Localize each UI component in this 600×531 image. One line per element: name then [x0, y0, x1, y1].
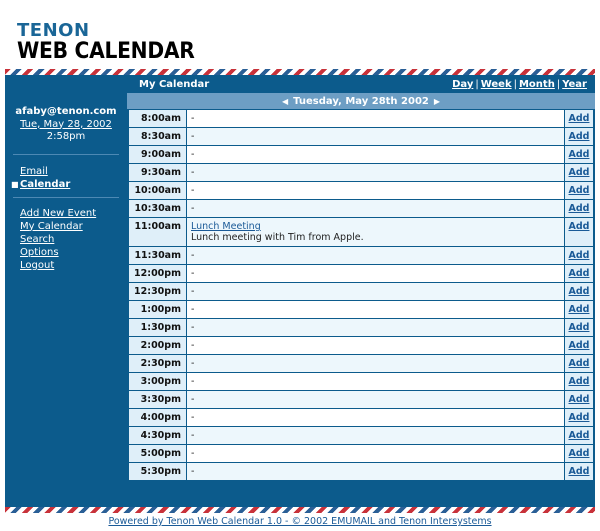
view-switcher — [452, 79, 587, 90]
add-event-link[interactable]: Add — [568, 322, 590, 333]
slot-add-cell — [565, 319, 594, 337]
slot-time: 5:30pm — [129, 463, 187, 481]
slot-content: - — [187, 355, 565, 373]
slot-add-cell — [565, 445, 594, 463]
add-event-link[interactable]: Add — [568, 185, 590, 196]
slot-add-cell — [565, 283, 594, 301]
time-slot-row — [129, 218, 594, 247]
slot-add-cell — [565, 301, 594, 319]
add-event-link[interactable]: Add — [568, 376, 590, 387]
slot-add-cell — [565, 427, 594, 445]
slot-content: - — [187, 283, 565, 301]
add-event-link[interactable]: Add — [568, 286, 590, 297]
options-link[interactable]: Options — [20, 246, 59, 258]
slot-add-cell — [565, 128, 594, 146]
calendar-frame — [5, 75, 595, 507]
bullet-icon: ■ — [11, 179, 19, 189]
slot-add-cell — [565, 218, 594, 247]
time-slot-row — [129, 110, 594, 128]
add-event-link[interactable]: Add — [568, 268, 590, 279]
slot-content: - — [187, 427, 565, 445]
view-separator: | — [556, 78, 561, 90]
time-slot-row — [129, 391, 594, 409]
footer — [0, 516, 600, 527]
slot-time: 8:00am — [129, 110, 187, 128]
view-month-link[interactable]: Month — [518, 78, 555, 90]
slot-content: - — [187, 110, 565, 128]
time-slot-row — [129, 355, 594, 373]
slot-time: 9:30am — [129, 164, 187, 182]
slot-content: - — [187, 445, 565, 463]
add-event-link[interactable]: Add — [568, 304, 590, 315]
time-slot-row — [129, 200, 594, 218]
view-week-link[interactable]: Week — [480, 78, 512, 90]
footer-link[interactable]: Powered by Tenon Web Calendar 1.0 - © 2002 EMUMAIL and Tenon Intersystems — [108, 516, 492, 527]
add-event-link[interactable]: Add — [568, 149, 590, 160]
add-event-link[interactable]: Add — [568, 412, 590, 423]
slot-add-cell — [565, 391, 594, 409]
slot-time: 12:30pm — [129, 283, 187, 301]
slot-time: 3:00pm — [129, 373, 187, 391]
slot-content: - — [187, 409, 565, 427]
slot-time: 8:30am — [129, 128, 187, 146]
slot-add-cell — [565, 355, 594, 373]
add-event-link[interactable]: Add — [568, 250, 590, 261]
calendar-header — [127, 75, 595, 93]
time-slot-row — [129, 319, 594, 337]
slot-content: - — [187, 146, 565, 164]
my-calendar-link[interactable]: My Calendar — [20, 220, 83, 232]
sidebar — [5, 75, 127, 507]
user-email: afaby@tenon.com — [15, 106, 117, 117]
slot-time: 2:00pm — [129, 337, 187, 355]
slot-content — [187, 218, 565, 247]
sidebar-links — [5, 198, 127, 272]
sidebar-item-calendar-label: Calendar — [20, 178, 71, 190]
slot-time: 12:00pm — [129, 265, 187, 283]
view-year-link[interactable]: Year — [562, 78, 587, 90]
logo-line1: TENON — [17, 20, 90, 41]
time-slot-row — [129, 409, 594, 427]
time-slot-row — [129, 445, 594, 463]
event-title-link[interactable]: Lunch Meeting — [191, 221, 261, 232]
sidebar-item-email[interactable]: Email — [20, 165, 48, 177]
user-info — [5, 106, 127, 144]
logo-line2: WEB CALENDAR — [17, 39, 195, 64]
airmail-stripe-bottom — [5, 507, 595, 513]
time-slot-row — [129, 164, 594, 182]
slot-time: 4:00pm — [129, 409, 187, 427]
slot-content: - — [187, 301, 565, 319]
slot-content: - — [187, 200, 565, 218]
slot-content: - — [187, 247, 565, 265]
view-separator: | — [513, 78, 517, 90]
time-slot-row — [129, 337, 594, 355]
slot-add-cell — [565, 265, 594, 283]
slot-content: - — [187, 319, 565, 337]
page-title: My Calendar — [139, 78, 210, 90]
sidebar-item-calendar[interactable] — [11, 178, 127, 191]
slot-content: - — [187, 463, 565, 481]
day-navigation — [127, 93, 595, 109]
add-event-link[interactable]: Add — [568, 167, 590, 178]
slot-add-cell — [565, 164, 594, 182]
time-slot-row — [129, 146, 594, 164]
add-event-link[interactable]: Add — [568, 340, 590, 351]
time-slot-row — [129, 128, 594, 146]
slot-content: - — [187, 164, 565, 182]
slot-time: 4:30pm — [129, 427, 187, 445]
slot-content: - — [187, 265, 565, 283]
slot-time: 5:00pm — [129, 445, 187, 463]
add-event-link[interactable]: Add — [568, 131, 590, 142]
slot-time: 11:00am — [129, 218, 187, 247]
slot-add-cell — [565, 337, 594, 355]
view-day-link[interactable]: Day — [452, 78, 474, 90]
slot-time: 10:00am — [129, 182, 187, 200]
time-slot-row — [129, 463, 594, 481]
time-slot-row — [129, 265, 594, 283]
slot-content: - — [187, 182, 565, 200]
slot-time: 1:30pm — [129, 319, 187, 337]
main-panel — [127, 75, 595, 481]
slot-time: 10:30am — [129, 200, 187, 218]
add-event-link[interactable]: Add — [568, 430, 590, 441]
time-slot-row — [129, 373, 594, 391]
slot-add-cell — [565, 247, 594, 265]
search-link[interactable]: Search — [20, 233, 55, 245]
day-label: Tuesday, May 28th 2002 — [293, 95, 429, 107]
event-description: Lunch meeting with Tim from Apple. — [191, 232, 364, 243]
slot-time: 3:30pm — [129, 391, 187, 409]
add-event-link[interactable]: Add — [568, 203, 590, 214]
current-date-link[interactable]: Tue, May 28, 2002 — [20, 118, 112, 130]
triangle-right-icon[interactable]: ▶ — [433, 96, 441, 106]
slot-time: 9:00am — [129, 146, 187, 164]
current-time: 2:58pm — [46, 131, 86, 142]
sidebar-nav — [5, 155, 127, 197]
view-separator: | — [475, 78, 479, 90]
time-slot-row — [129, 427, 594, 445]
add-event-link[interactable]: Add — [568, 466, 590, 477]
add-new-event-link[interactable]: Add New Event — [20, 207, 97, 219]
time-slot-row — [129, 182, 594, 200]
day-schedule — [128, 109, 594, 481]
triangle-left-icon[interactable]: ◀ — [281, 96, 289, 106]
slot-add-cell — [565, 110, 594, 128]
time-slot-row — [129, 283, 594, 301]
slot-content: - — [187, 128, 565, 146]
time-slot-row — [129, 247, 594, 265]
time-slot-row — [129, 301, 594, 319]
slot-add-cell — [565, 409, 594, 427]
add-event-link[interactable]: Add — [568, 113, 590, 124]
logo — [17, 22, 210, 64]
slot-add-cell — [565, 373, 594, 391]
add-event-link[interactable]: Add — [568, 448, 590, 459]
slot-content: - — [187, 337, 565, 355]
slot-content: - — [187, 373, 565, 391]
slot-time: 1:00pm — [129, 301, 187, 319]
add-event-link[interactable]: Add — [568, 394, 590, 405]
slot-add-cell — [565, 146, 594, 164]
add-event-link[interactable]: Add — [568, 221, 590, 232]
slot-content: - — [187, 391, 565, 409]
slot-add-cell — [565, 463, 594, 481]
add-event-link[interactable]: Add — [568, 358, 590, 369]
slot-time: 11:30am — [129, 247, 187, 265]
slot-time: 2:30pm — [129, 355, 187, 373]
slot-add-cell — [565, 182, 594, 200]
logout-link[interactable]: Logout — [20, 259, 55, 271]
slot-add-cell — [565, 200, 594, 218]
